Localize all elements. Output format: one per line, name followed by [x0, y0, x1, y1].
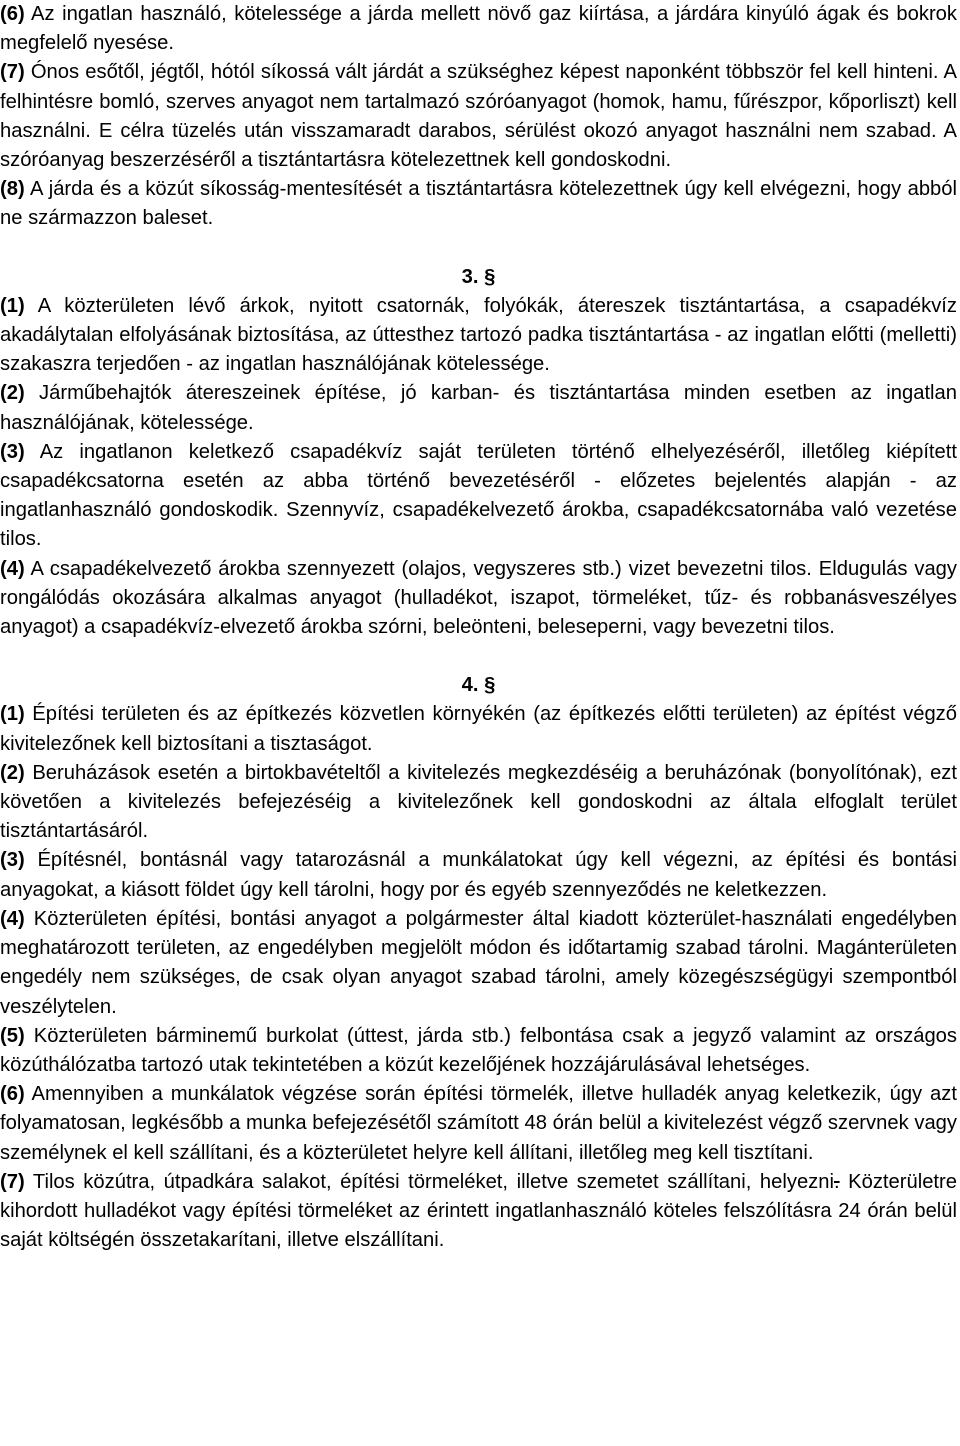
- paragraph-number: (3): [0, 849, 25, 872]
- paragraph: [0, 759, 957, 847]
- paragraph: [0, 292, 957, 380]
- paragraph-text: Építési területen és az építkezés közvetlen környékén (az építkezés előtti területen) az építést végző kivitelezőnek kell biztosítani a tisztaságot.: [0, 703, 957, 755]
- paragraph-number: (4): [0, 557, 25, 580]
- paragraph: [0, 58, 957, 175]
- paragraph: [0, 700, 957, 758]
- paragraph-number: (8): [0, 178, 25, 201]
- paragraph-text: Közterületre kihordott hulladékot vagy építési törmeléket az érintett ingatlanhasználó köteles felszólításra 24 órán belül saját költségén összetakarítani, illetve elszállítani.: [0, 1170, 957, 1252]
- section-title: 3. §: [461, 265, 496, 288]
- paragraph-text: A csapadékelvezető árokba szennyezett (olajos, vegyszeres stb.) vizet bevezetni tilos. Eldugulás vagy rongálódás okozására alkalmas anyagot (hulladékot, iszapot, törmeléket, tűz- és robbanásveszélyes anyagot) a csapadékvíz-elvezető árokba szórni, beleönteni, beleseperni, vagy bevezetni tilos.: [0, 557, 957, 639]
- paragraph: [0, 438, 957, 555]
- paragraph-text: Közterületen bárminemű burkolat (úttest, járda stb.) felbontása csak a jegyző valamint az országos közúthálózatba tartozó utak tekintetében a közút kezelőjének hozzájárulásával lehetséges.: [0, 1024, 957, 1076]
- paragraph-text: A közterületen lévő árkok, nyitott csatornák, folyókák, átereszek tisztántartása, a csapadékvíz akadálytalan elfolyásának biztosítása, az úttesthez tartozó padka tisztántartása - az ingatlan előtti (melletti) szakaszra terjedően - az ingatlan használójának kötelessége.: [0, 294, 957, 376]
- paragraph-number: (6): [0, 3, 25, 25]
- paragraph-text: Az ingatlan használó, kötelessége a járda mellett növő gaz kiírtása, a járdára kinyúló ágak és bokrok megfelelő nyesése.: [0, 3, 957, 55]
- paragraph-number: (5): [0, 1024, 25, 1047]
- paragraph-text: Járműbehajtók átereszeinek építése, jó karban- és tisztántartása minden esetben az ingatlan használójának, kötelessége.: [0, 382, 957, 434]
- paragraph-number: (7): [0, 1170, 25, 1193]
- section-4: [0, 671, 957, 1255]
- paragraph: [0, 905, 957, 1022]
- paragraph: [0, 1080, 957, 1168]
- section-title: 4. §: [461, 674, 496, 697]
- paragraph: [0, 1168, 957, 1256]
- paragraph-number: (7): [0, 61, 25, 84]
- paragraph-number: (1): [0, 294, 25, 317]
- paragraph-text: Tilos közútra, útpadkára salakot, építési törmeléket, illetve szemetet szállítani, helyezni: [24, 1170, 834, 1193]
- section-3: [0, 263, 957, 643]
- paragraph-text: Amennyiben a munkálatok végzése során építési törmelék, illetve hulladék anyag keletkezik, úgy azt folyamatosan, legkésőbb a munka befejezésétől számított 48 órán belül a kivitelezést végző szervnek vagy személynek el kell szállítani, és a közterületet helyre kell állítani, illetőleg meg kell tisztítani.: [0, 1083, 957, 1164]
- paragraph-text: Közterületen építési, bontási anyagot a polgármester által kiadott közterület-használati engedélyben meghatározott területen, az engedélyben megjelölt módon és időtartamig szabad tárolni. Magánterületen engedély nem szükséges, de csak olyan anyagot szabad tárolni, amely közegészségügyi szempontból veszélytelen.: [0, 907, 957, 1018]
- paragraph-text: Ónos esőtől, jégtől, hótól síkossá vált járdát a szükséghez képest naponként többször fel kell hinteni. A felhintésre bomló, szerves anyagot nem tartalmazó szóróanyagot (homok, hamu, fűrészpor, kőporliszt) kell használni. E célra tüzelés után visszamaradt darabos, sérülést okozó anyagot használni nem szabad. A szóróanyag beszerzéséről a tisztántartásra kötelezettnek kell gondoskodni.: [0, 61, 957, 172]
- paragraph-number: (3): [0, 440, 25, 463]
- paragraph-number: (4): [0, 907, 25, 930]
- paragraph-text: Építésnél, bontásnál vagy tatarozásnál a munkálatokat úgy kell végezni, az építési és bontási anyagokat, a kiásott földet úgy kell tárolni, hogy por és egyéb szennyeződés ne keletkezzen.: [0, 849, 957, 901]
- paragraph-number: (2): [0, 382, 25, 405]
- paragraph: [0, 1022, 957, 1080]
- paragraph-number: (2): [0, 761, 25, 784]
- paragraph: [0, 379, 957, 437]
- paragraph: [0, 175, 957, 233]
- spacer: [0, 234, 957, 263]
- paragraph-text: Beruházások esetén a birtokbavételtől a kivitelezés megkezdéséig a beruházónak (bonyolítónak), ezt követően a kivitelezés befejezéséig a kivitelezőnek kell gondoskodni az általa elfoglalt terület tisztántartásáról.: [0, 761, 957, 843]
- spacer: [0, 642, 957, 671]
- paragraph: [0, 846, 957, 904]
- paragraph-text: A járda és a közút síkosság-mentesítését a tisztántartásra kötelezettnek úgy kell elvégezni, hogy abból ne származzon baleset.: [0, 178, 957, 230]
- struck-through-mark: .: [833, 1170, 840, 1193]
- paragraph-text: Az ingatlanon keletkező csapadékvíz saját területen történő elhelyezéséről, illetőleg kiépített csapadékcsatorna esetén az abba történő bevezetéséről - előzetes bejelentés alapján - az ingatlanhasználó gondoskodik. Szennyvíz, csapadékelvezető árokba, csapadékcsatornába való vezetése tilos.: [0, 440, 957, 551]
- paragraph-number: (1): [0, 703, 25, 726]
- paragraph-number: (6): [0, 1083, 25, 1106]
- paragraph: [0, 0, 957, 58]
- paragraph: [0, 555, 957, 643]
- intro-block: [0, 0, 957, 234]
